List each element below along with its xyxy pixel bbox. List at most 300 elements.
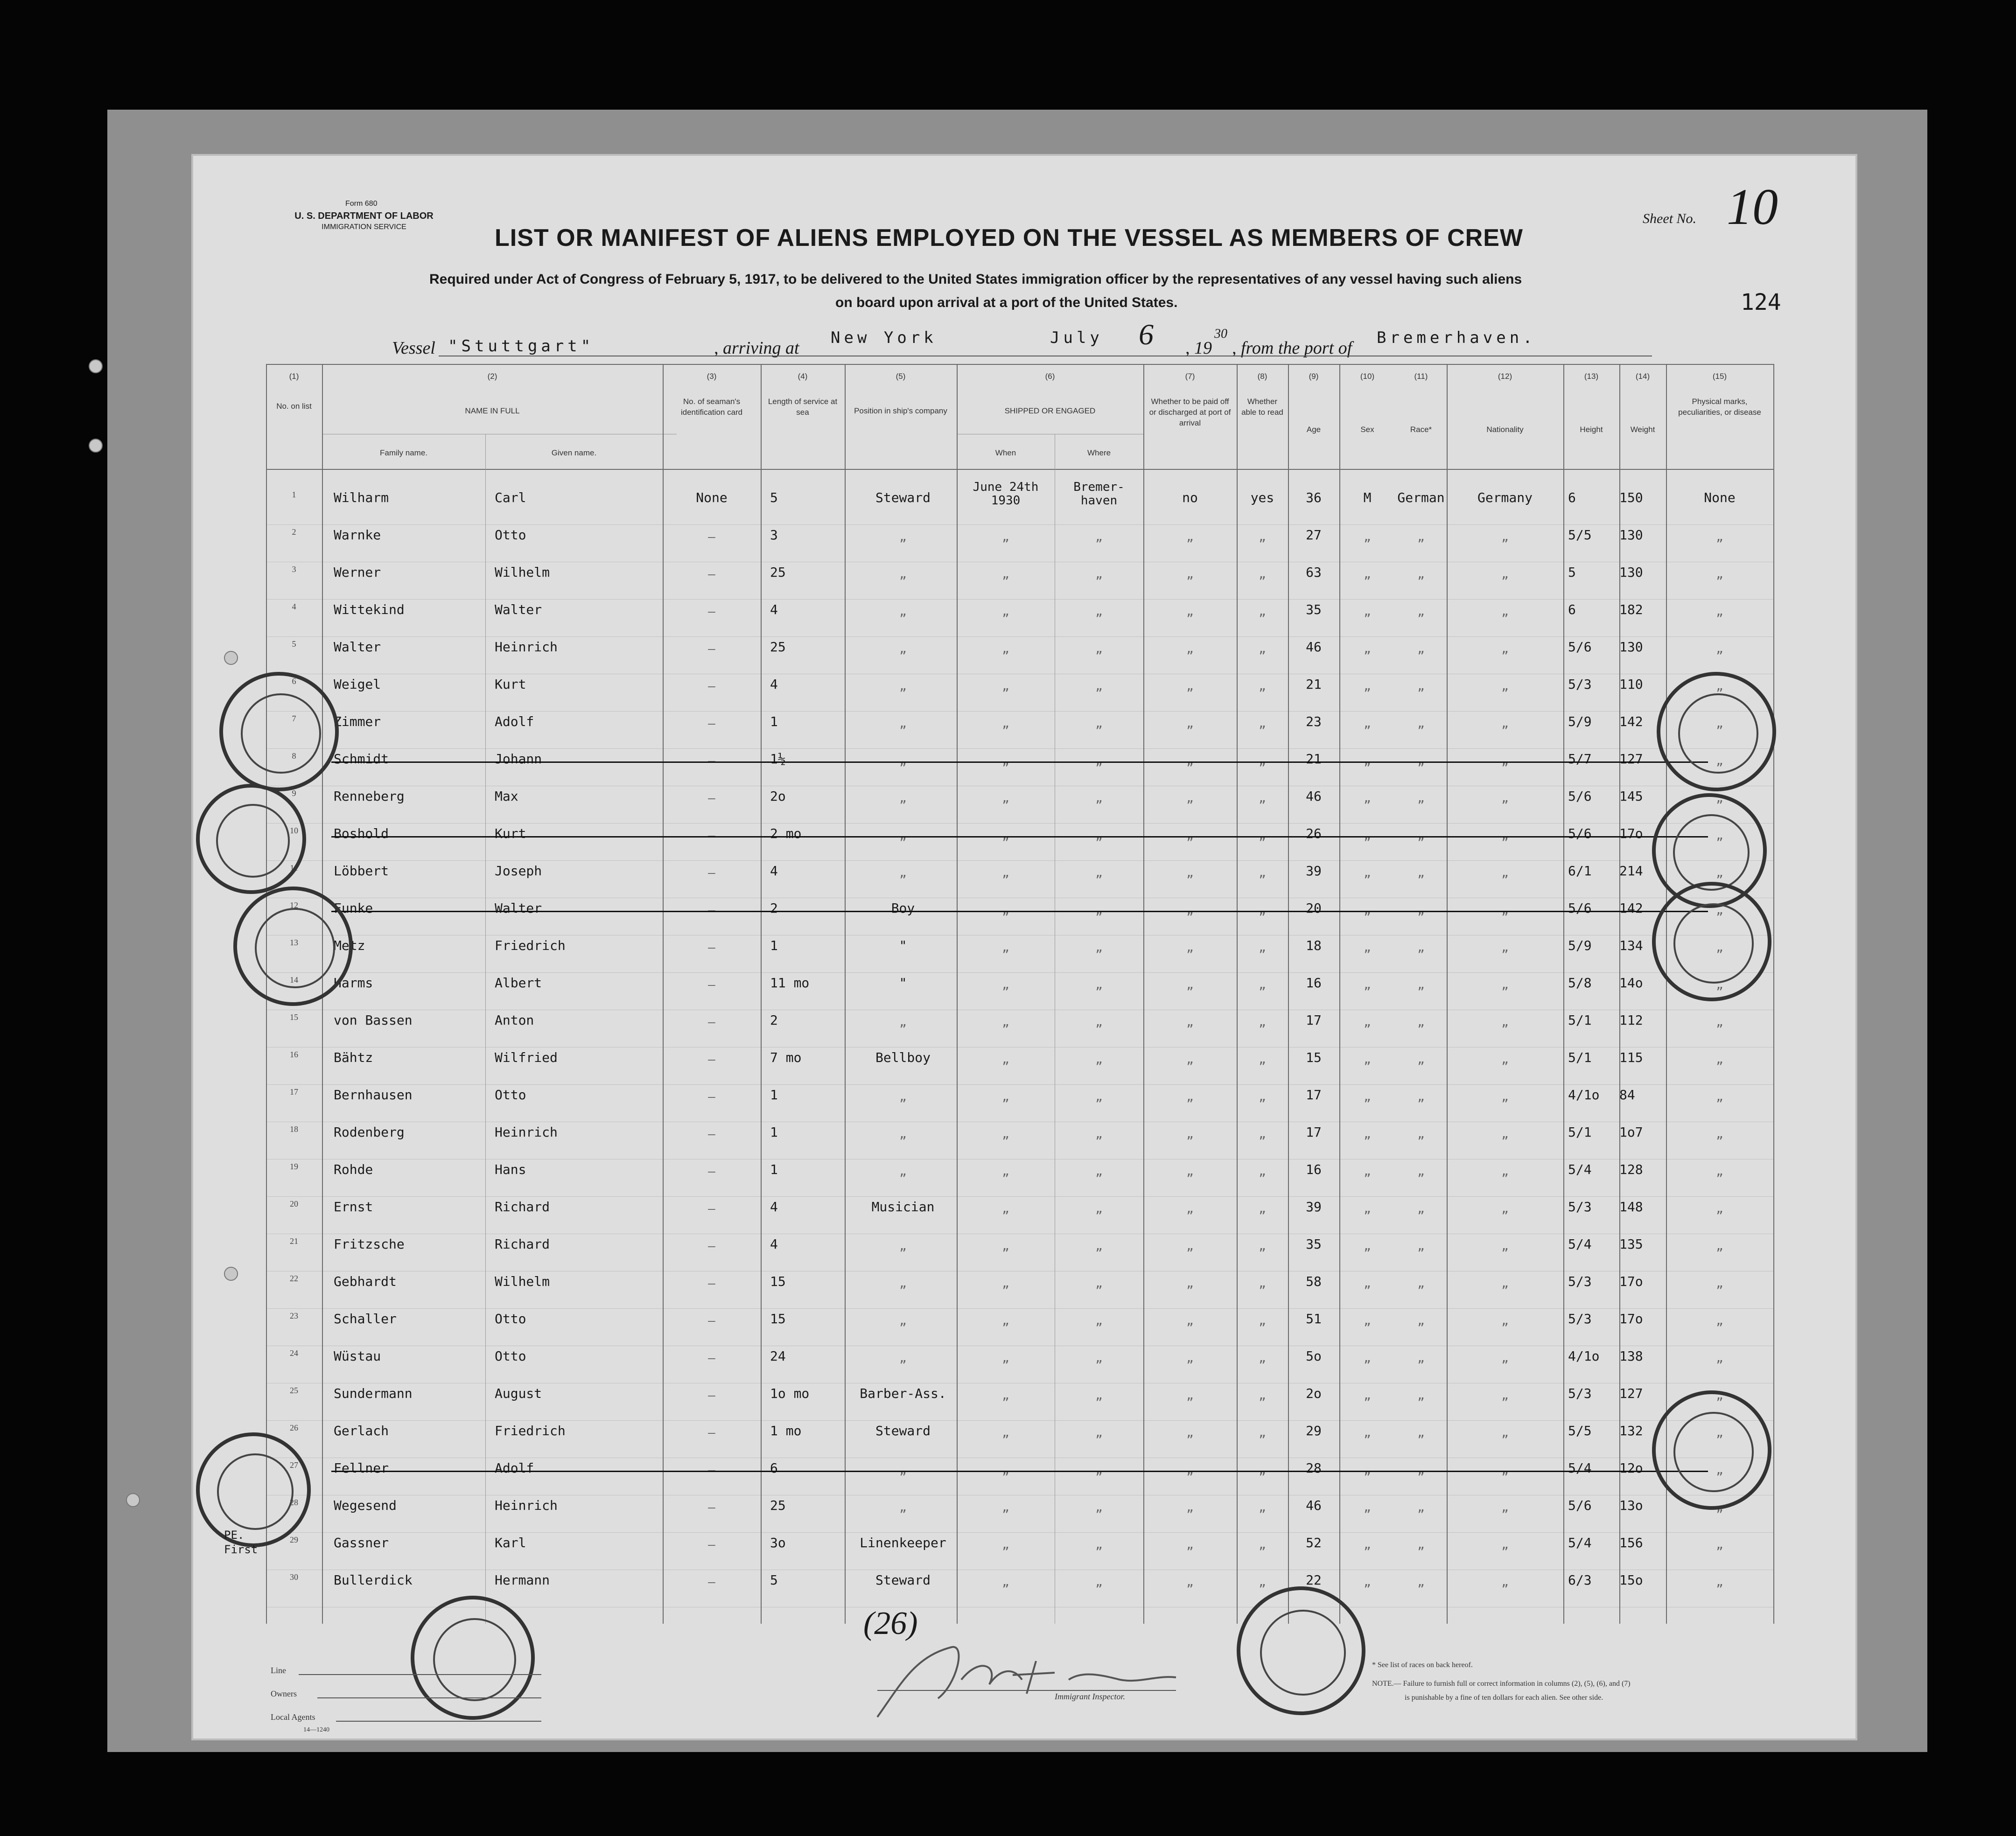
cell-height: 5 xyxy=(1568,565,1576,580)
cell-weight: 13o xyxy=(1619,1498,1643,1513)
ditto-mark: „ xyxy=(1417,1090,1425,1104)
cell-length: 5 xyxy=(770,490,778,505)
header-paid-off: Whether to be paid off or discharged at port of arrival xyxy=(1149,397,1231,427)
ditto-mark: „ xyxy=(1716,1575,1723,1589)
ditto-mark: „ xyxy=(1259,1426,1266,1440)
ditto-mark: „ xyxy=(1364,903,1371,917)
cell-height: 5/1 xyxy=(1568,1012,1592,1028)
ditto-mark: „ xyxy=(1095,1202,1103,1216)
ditto-mark: „ xyxy=(1002,1389,1009,1403)
ditto-mark: „ xyxy=(1716,530,1723,544)
cell-given: Otto xyxy=(495,1311,526,1326)
ditto-mark: „ xyxy=(1716,791,1723,805)
cell-weight: 138 xyxy=(1619,1348,1643,1364)
cell-weight: 17o xyxy=(1619,826,1643,841)
ditto-mark: „ xyxy=(1186,978,1194,992)
cell-position: " xyxy=(899,975,907,991)
ditto-mark: „ xyxy=(1364,642,1371,656)
header-marks: Physical marks, peculiarities, or disease xyxy=(1678,397,1761,417)
cell-family: Weigel xyxy=(334,677,381,692)
ditto-mark: „ xyxy=(1417,1575,1425,1589)
ditto-stroke: — xyxy=(708,1015,715,1029)
cell-age: 2o xyxy=(1306,1386,1322,1401)
footer-rule xyxy=(336,1721,541,1722)
ditto-stroke: — xyxy=(708,1127,715,1141)
cell-weight: 142 xyxy=(1619,714,1643,729)
cell-age: 16 xyxy=(1306,1162,1322,1177)
ditto-mark: „ xyxy=(1002,978,1009,992)
cell-weight: 135 xyxy=(1619,1236,1643,1252)
cell-no: 25 xyxy=(290,1386,298,1395)
header-sex: Sex xyxy=(1360,425,1374,434)
ditto-stroke: — xyxy=(708,1314,715,1328)
ditto-mark: „ xyxy=(899,1463,907,1477)
ditto-mark: „ xyxy=(1002,1127,1009,1141)
ditto-stroke: — xyxy=(708,1538,715,1552)
cell-family: Wegesend xyxy=(334,1498,397,1513)
cell-no: 8 xyxy=(292,751,296,761)
cell-height: 4/1o xyxy=(1568,1348,1600,1364)
cell-race: German xyxy=(1397,490,1445,505)
cell-age: 27 xyxy=(1306,527,1322,543)
cell-given: Wilhelm xyxy=(495,1274,550,1289)
cell-age: 35 xyxy=(1306,602,1322,617)
cell-given: Walter xyxy=(495,602,542,617)
footer-rule xyxy=(317,1697,541,1698)
cell-no: 12 xyxy=(290,901,298,910)
ditto-mark: „ xyxy=(1501,1090,1509,1104)
ditto-mark: „ xyxy=(899,567,907,581)
ditto-stroke: — xyxy=(708,1389,715,1403)
cell-no: 14 xyxy=(290,975,298,984)
cell-given: Max xyxy=(495,789,518,804)
ditto-mark: „ xyxy=(1716,1426,1723,1440)
ditto-mark: „ xyxy=(1186,1538,1194,1552)
cell-family: Gebhardt xyxy=(334,1274,397,1289)
cell-weight: 110 xyxy=(1619,677,1643,692)
ditto-mark: „ xyxy=(1364,1127,1371,1141)
ditto-mark: „ xyxy=(1501,1202,1509,1216)
cell-family: Boshold xyxy=(334,826,389,841)
cell-height: 5/6 xyxy=(1568,1498,1592,1513)
ditto-mark: „ xyxy=(1002,1015,1009,1029)
manifest-table xyxy=(266,364,1773,1624)
cell-family: Walter xyxy=(334,639,381,655)
ditto-mark: „ xyxy=(1417,642,1425,656)
row-rule xyxy=(266,599,1773,600)
cell-given: Richard xyxy=(495,1199,550,1215)
ditto-mark: „ xyxy=(1716,1090,1723,1104)
consulate-stamp xyxy=(1237,1586,1365,1715)
form-number: Form 680 xyxy=(345,200,378,208)
ditto-mark: „ xyxy=(1259,567,1266,581)
ditto-mark: „ xyxy=(1364,1538,1371,1552)
ditto-mark: „ xyxy=(1501,1501,1509,1515)
cell-length: 11 mo xyxy=(770,975,810,991)
cell-length: 1o mo xyxy=(770,1386,810,1401)
vessel-name: "Stuttgart" xyxy=(448,337,595,356)
cell-age: 16 xyxy=(1306,975,1322,991)
ditto-mark: „ xyxy=(1364,679,1371,693)
ditto-mark: „ xyxy=(899,1501,907,1515)
cell-no: 11 xyxy=(290,863,298,873)
cell-age: 29 xyxy=(1306,1423,1322,1438)
cell-no: 26 xyxy=(290,1423,298,1432)
cell-height: 5/1 xyxy=(1568,1050,1592,1065)
ditto-stroke: — xyxy=(708,866,715,880)
cell-position: " xyxy=(899,938,907,953)
cell-weight: 17o xyxy=(1619,1274,1643,1289)
cell-height: 5/4 xyxy=(1568,1236,1592,1252)
consulate-stamp xyxy=(1652,882,1771,1001)
ditto-mark: „ xyxy=(1364,1463,1371,1477)
cell-card: None xyxy=(696,490,728,505)
ditto-mark: „ xyxy=(1095,605,1103,619)
ditto-mark: „ xyxy=(1186,1575,1194,1589)
cell-weight: 156 xyxy=(1619,1535,1643,1550)
header-weight: Weight xyxy=(1630,425,1655,434)
cell-weight: 148 xyxy=(1619,1199,1643,1215)
from-label: , from the port of xyxy=(1232,338,1352,358)
cell-age: 46 xyxy=(1306,639,1322,655)
cell-family: Löbbert xyxy=(334,863,389,879)
ditto-mark: „ xyxy=(1259,642,1266,656)
ditto-mark: „ xyxy=(1501,791,1509,805)
ditto-mark: „ xyxy=(1417,679,1425,693)
ditto-mark: „ xyxy=(1095,829,1103,843)
ditto-mark: „ xyxy=(1501,1351,1509,1365)
row-rule xyxy=(266,1532,1773,1533)
cell-given: Heinrich xyxy=(495,1498,558,1513)
punch-hole xyxy=(224,1267,238,1281)
inspector-label: Immigrant Inspector. xyxy=(1055,1692,1125,1701)
ditto-mark: „ xyxy=(1095,941,1103,955)
cell-no: 2 xyxy=(292,527,296,537)
ditto-mark: „ xyxy=(1259,903,1266,917)
ditto-stroke: — xyxy=(708,941,715,955)
col-num: (2) xyxy=(487,372,497,381)
ditto-mark: „ xyxy=(1417,1053,1425,1067)
sheet-number: 10 xyxy=(1727,178,1778,235)
ditto-mark: „ xyxy=(1364,866,1371,880)
ditto-mark: „ xyxy=(1417,1202,1425,1216)
col-num: (14) xyxy=(1635,372,1650,381)
ditto-mark: „ xyxy=(1501,866,1509,880)
ditto-mark: „ xyxy=(1095,567,1103,581)
row-rule xyxy=(266,823,1773,824)
cell-family: Bernhausen xyxy=(334,1087,413,1103)
cell-family: Gerlach xyxy=(334,1423,389,1438)
cell-age: 36 xyxy=(1306,490,1322,505)
cell-length: 4 xyxy=(770,1199,778,1215)
ditto-mark: „ xyxy=(1095,1463,1103,1477)
ditto-mark: „ xyxy=(1716,1351,1723,1365)
ditto-mark: „ xyxy=(1095,791,1103,805)
cell-family: Metz xyxy=(334,938,365,953)
ditto-mark: „ xyxy=(1186,1277,1194,1291)
cell-height: 6 xyxy=(1568,490,1576,505)
cell-height: 6/1 xyxy=(1568,863,1592,879)
col-num: (4) xyxy=(798,372,808,381)
cell-given: Heinrich xyxy=(495,1124,558,1140)
ditto-mark: „ xyxy=(899,791,907,805)
row-rule xyxy=(266,1084,1773,1085)
ditto-mark: „ xyxy=(1186,679,1194,693)
col-num: (10) xyxy=(1360,372,1375,381)
cell-weight: 150 xyxy=(1619,490,1643,505)
ditto-mark: „ xyxy=(1186,1351,1194,1365)
ditto-mark: „ xyxy=(1716,679,1723,693)
cell-length: 6 xyxy=(770,1460,778,1476)
ditto-stroke: — xyxy=(708,530,715,544)
ditto-mark: „ xyxy=(1095,1239,1103,1253)
ditto-stroke: — xyxy=(708,754,715,768)
ditto-mark: „ xyxy=(1364,1239,1371,1253)
ditto-mark: „ xyxy=(899,1015,907,1029)
cell-height: 5/6 xyxy=(1568,789,1592,804)
ditto-mark: „ xyxy=(1259,1277,1266,1291)
cell-no: 23 xyxy=(290,1311,298,1320)
ditto-mark: „ xyxy=(1002,1351,1009,1365)
cell-family: Renneberg xyxy=(334,789,405,804)
strike-through xyxy=(331,836,1708,838)
cell-length: 1½ xyxy=(770,751,786,767)
department: U. S. DEPARTMENT OF LABOR xyxy=(294,211,434,221)
ditto-mark: „ xyxy=(1186,791,1194,805)
cell-no: 16 xyxy=(290,1050,298,1059)
ditto-mark: „ xyxy=(1716,1239,1723,1253)
ditto-stroke: — xyxy=(708,1277,715,1291)
ditto-mark: „ xyxy=(899,866,907,880)
cell-height: 5/7 xyxy=(1568,751,1592,767)
ditto-mark: „ xyxy=(1364,978,1371,992)
ditto-mark: „ xyxy=(1095,530,1103,544)
cell-family: Rohde xyxy=(334,1162,373,1177)
cell-weight: 112 xyxy=(1619,1012,1643,1028)
ditto-mark: „ xyxy=(1259,1314,1266,1328)
cell-weight: 127 xyxy=(1619,751,1643,767)
header-age: Age xyxy=(1306,425,1321,434)
ditto-mark: „ xyxy=(1501,1575,1509,1589)
cell-given: Otto xyxy=(495,1348,526,1364)
cell-age: 58 xyxy=(1306,1274,1322,1289)
cell-no: 20 xyxy=(290,1199,298,1208)
ditto-mark: „ xyxy=(1716,829,1723,843)
ditto-mark: „ xyxy=(1002,1239,1009,1253)
ditto-mark: „ xyxy=(1259,791,1266,805)
ditto-mark: „ xyxy=(1364,1575,1371,1589)
footer-line: Line xyxy=(271,1666,286,1675)
ditto-mark: „ xyxy=(1186,567,1194,581)
ditto-stroke: — xyxy=(708,1575,715,1589)
cell-no: 22 xyxy=(290,1274,298,1283)
cell-weight: 130 xyxy=(1619,527,1643,543)
ditto-stroke: — xyxy=(708,1053,715,1067)
cell-given: Johann xyxy=(495,751,542,767)
row-rule xyxy=(266,748,1773,749)
ditto-mark: „ xyxy=(1186,605,1194,619)
cell-given: Heinrich xyxy=(495,639,558,655)
col-num: (1) xyxy=(289,372,299,381)
cell-weight: 214 xyxy=(1619,863,1643,879)
cell-family: Harms xyxy=(334,975,373,991)
total-count: (26) xyxy=(863,1606,918,1641)
cell-weight: 127 xyxy=(1619,1386,1643,1401)
ditto-mark: „ xyxy=(1417,1389,1425,1403)
cell-no: 13 xyxy=(290,938,298,947)
cell-family: Schmidt xyxy=(334,751,389,767)
ditto-mark: „ xyxy=(1364,791,1371,805)
header-nationality: Nationality xyxy=(1486,425,1524,434)
ditto-mark: „ xyxy=(1002,1426,1009,1440)
ditto-mark: „ xyxy=(1417,941,1425,955)
ditto-mark: „ xyxy=(1002,1165,1009,1179)
cell-age: 22 xyxy=(1306,1572,1322,1588)
strike-through xyxy=(331,1471,1708,1472)
ditto-mark: „ xyxy=(899,1314,907,1328)
arrival-month: July xyxy=(1050,328,1103,347)
ditto-mark: „ xyxy=(1095,754,1103,768)
ditto-mark: „ xyxy=(1259,1501,1266,1515)
ditto-mark: „ xyxy=(1095,978,1103,992)
ditto-mark: „ xyxy=(1186,1463,1194,1477)
header-position: Position in ship's company xyxy=(854,406,947,415)
header-name: NAME IN FULL xyxy=(465,406,520,415)
ditto-mark: „ xyxy=(1364,605,1371,619)
vessel-label: Vessel xyxy=(392,338,435,358)
ditto-mark: „ xyxy=(1259,1389,1266,1403)
cell-no: 5 xyxy=(292,639,296,649)
ditto-mark: „ xyxy=(1095,1389,1103,1403)
ditto-mark: „ xyxy=(1186,1501,1194,1515)
cell-given: August xyxy=(495,1386,542,1401)
ditto-mark: „ xyxy=(1364,530,1371,544)
cell-family: von Bassen xyxy=(334,1012,413,1028)
col-num: (13) xyxy=(1584,372,1599,381)
ditto-stroke: — xyxy=(708,605,715,619)
cell-age: 51 xyxy=(1306,1311,1322,1326)
cell-height: 5/1 xyxy=(1568,1124,1592,1140)
cell-height: 5/3 xyxy=(1568,1386,1592,1401)
cell-family: Funke xyxy=(334,901,373,916)
ditto-mark: „ xyxy=(1364,1165,1371,1179)
ditto-mark: „ xyxy=(1501,567,1509,581)
ditto-mark: „ xyxy=(1259,1202,1266,1216)
header-shipped: SHIPPED OR ENGAGED xyxy=(1004,406,1096,415)
ditto-mark: „ xyxy=(1716,1053,1723,1067)
ditto-mark: „ xyxy=(1259,1090,1266,1104)
ditto-mark: „ xyxy=(1002,717,1009,731)
ditto-mark: „ xyxy=(1259,605,1266,619)
row-rule xyxy=(266,711,1773,712)
ditto-mark: „ xyxy=(1364,1053,1371,1067)
col-num: (9) xyxy=(1309,372,1319,381)
cell-no: 15 xyxy=(290,1012,298,1022)
ditto-mark: „ xyxy=(1716,1463,1723,1477)
cell-given: Otto xyxy=(495,527,526,543)
ditto-mark: „ xyxy=(1186,829,1194,843)
ditto-mark: „ xyxy=(1186,642,1194,656)
row-rule xyxy=(266,1420,1773,1421)
cell-marks: None xyxy=(1704,490,1736,505)
col-num: (6) xyxy=(1045,372,1055,381)
ditto-mark: „ xyxy=(1501,717,1509,731)
ditto-mark: „ xyxy=(1095,1426,1103,1440)
cell-paid: no xyxy=(1182,490,1198,505)
ditto-mark: „ xyxy=(1364,829,1371,843)
cell-length: 4 xyxy=(770,677,778,692)
row-rule xyxy=(266,1308,1773,1309)
cell-age: 26 xyxy=(1306,826,1322,841)
cell-weight: 14o xyxy=(1619,975,1643,991)
ditto-mark: „ xyxy=(1259,1165,1266,1179)
cell-weight: 134 xyxy=(1619,938,1643,953)
cell-height: 5/5 xyxy=(1568,527,1592,543)
col-num: (15) xyxy=(1712,372,1727,381)
ditto-mark: „ xyxy=(1417,1463,1425,1477)
ditto-mark: „ xyxy=(1417,1351,1425,1365)
cell-length: 1 xyxy=(770,1162,778,1177)
ditto-mark: „ xyxy=(1364,1351,1371,1365)
ditto-mark: „ xyxy=(1716,866,1723,880)
ditto-mark: „ xyxy=(1417,1501,1425,1515)
ditto-mark: „ xyxy=(1002,941,1009,955)
cell-age: 17 xyxy=(1306,1012,1322,1028)
cell-height: 5/6 xyxy=(1568,826,1592,841)
cell-family: Wittekind xyxy=(334,602,405,617)
cell-age: 21 xyxy=(1306,751,1322,767)
cell-position: Bellboy xyxy=(875,1050,931,1065)
cell-weight: 1o7 xyxy=(1619,1124,1643,1140)
cell-length: 3o xyxy=(770,1535,786,1550)
year-suffix: 30 xyxy=(1214,327,1227,341)
ditto-mark: „ xyxy=(899,1090,907,1104)
ditto-mark: „ xyxy=(899,1351,907,1365)
ditto-mark: „ xyxy=(1259,1575,1266,1589)
ditto-mark: „ xyxy=(1002,1538,1009,1552)
footer-rule xyxy=(299,1674,541,1675)
ditto-mark: „ xyxy=(1364,1277,1371,1291)
cell-no: 18 xyxy=(290,1124,298,1134)
cell-weight: 182 xyxy=(1619,602,1643,617)
ditto-mark: „ xyxy=(1716,1277,1723,1291)
ditto-mark: „ xyxy=(1259,754,1266,768)
ditto-mark: „ xyxy=(1095,1015,1103,1029)
ditto-stroke: — xyxy=(708,1165,715,1179)
row-rule xyxy=(266,1196,1773,1197)
footer-owners: Owners xyxy=(271,1689,297,1698)
cell-family: Fritzsche xyxy=(334,1236,405,1252)
cell-given: Joseph xyxy=(495,863,542,879)
footer-note: * See list of races on back hereof. xyxy=(1372,1661,1473,1669)
ditto-mark: „ xyxy=(899,829,907,843)
cell-given: Hans xyxy=(495,1162,526,1177)
cell-height: 6 xyxy=(1568,602,1576,617)
cell-given: Kurt xyxy=(495,826,526,841)
cell-length: 4 xyxy=(770,863,778,879)
consulate-stamp xyxy=(411,1596,535,1720)
punch-hole xyxy=(89,439,103,453)
cell-length: 4 xyxy=(770,1236,778,1252)
cell-length: 2 xyxy=(770,1012,778,1028)
cell-weight: 128 xyxy=(1619,1162,1643,1177)
ditto-mark: „ xyxy=(1186,717,1194,731)
ditto-mark: „ xyxy=(1501,1239,1509,1253)
cell-given: Friedrich xyxy=(495,938,566,953)
cell-no: 1 xyxy=(292,490,296,499)
ditto-mark: „ xyxy=(1186,903,1194,917)
ditto-mark: „ xyxy=(1716,605,1723,619)
